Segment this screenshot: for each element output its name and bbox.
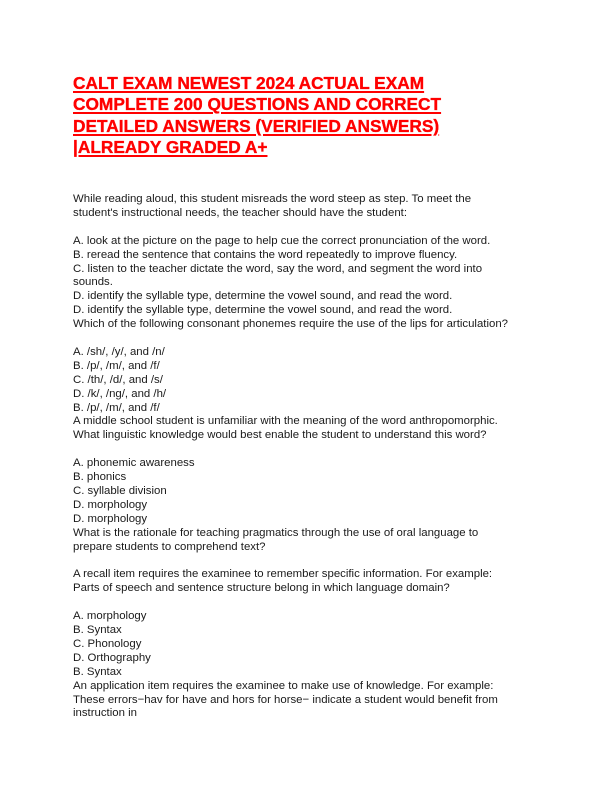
answer-option: A. phonemic awareness bbox=[73, 457, 195, 470]
title-line: CALT EXAM NEWEST 2024 ACTUAL EXAM bbox=[73, 73, 425, 93]
answer-option: D. /k/, /ng/, and /h/ bbox=[73, 387, 167, 400]
answer-option: A. /sh/, /y/, and /n/ bbox=[73, 345, 165, 358]
question-stem-line: prepare students to comprehend text? bbox=[73, 540, 266, 553]
correct-answer: B. /p/, /m/, and /f/ bbox=[73, 401, 160, 414]
spacer bbox=[73, 332, 553, 346]
answer-option: C. syllable division bbox=[73, 484, 167, 497]
question-list bbox=[73, 193, 553, 721]
spacer bbox=[73, 596, 553, 610]
question-stem-line: A recall item requires the examinee to remember specific information. For example: bbox=[73, 568, 493, 581]
question-stem-line: A middle school student is unfamiliar with the meaning of the word anthropomorphic. bbox=[73, 415, 498, 428]
answer-option: B. phonics bbox=[73, 471, 127, 484]
title-line: COMPLETE 200 QUESTIONS AND CORRECT bbox=[73, 94, 442, 115]
title-line: DETAILED ANSWERS (VERIFIED ANSWERS) bbox=[73, 115, 440, 136]
question-stem-line: Which of the following consonant phonemes require the use of the lips for articulation? bbox=[73, 318, 508, 331]
answer-option: D. Orthography bbox=[73, 651, 151, 664]
answer-option: A. morphology bbox=[73, 610, 147, 623]
correct-answer: D. identify the syllable type, determine the vowel sound, and read the word. bbox=[73, 304, 453, 317]
answer-option: C. Phonology bbox=[73, 637, 142, 650]
question-stem-line: instruction in bbox=[73, 707, 137, 720]
answer-option: A. look at the picture on the page to help cue the correct pronunciation of the word. bbox=[73, 234, 491, 247]
answer-option: D. identify the syllable type, determine the vowel sound, and read the word. bbox=[73, 290, 453, 303]
question-stem-line: An application item requires the examinee to make use of knowledge. For example: bbox=[73, 679, 494, 692]
correct-answer: D. morphology bbox=[73, 512, 148, 525]
answer-option: B. reread the sentence that contains the word repeatedly to improve fluency. bbox=[73, 248, 458, 261]
answer-option: B. Syntax bbox=[73, 624, 122, 637]
answer-option: sounds. bbox=[73, 276, 113, 289]
document-title bbox=[73, 73, 543, 159]
question-stem-line: What linguistic knowledge would best enable the student to understand this word? bbox=[73, 429, 487, 442]
question-stem-line: What is the rationale for teaching pragmatics through the use of oral language to bbox=[73, 526, 479, 539]
answer-option: B. /p/, /m/, and /f/ bbox=[73, 359, 160, 372]
question-stem-line: These errors−hav for have and hors for horse− indicate a student would benefit from bbox=[73, 693, 498, 706]
answer-option: D. morphology bbox=[73, 498, 148, 511]
title-line: |ALREADY GRADED A+ bbox=[73, 137, 268, 158]
question-stem-line: student's instructional needs, the teacher should have the student: bbox=[73, 206, 407, 219]
spacer bbox=[73, 555, 553, 569]
answer-option: C. listen to the teacher dictate the word, say the word, and segment the word into bbox=[73, 262, 483, 275]
question-stem-line: Parts of speech and sentence structure belong in which language domain? bbox=[73, 582, 450, 595]
question-stem-line: While reading aloud, this student misreads the word steep as step. To meet the bbox=[73, 193, 472, 205]
answer-option: C. /th/, /d/, and /s/ bbox=[73, 373, 163, 386]
correct-answer: B. Syntax bbox=[73, 665, 122, 678]
spacer bbox=[73, 221, 553, 235]
spacer bbox=[73, 443, 553, 457]
